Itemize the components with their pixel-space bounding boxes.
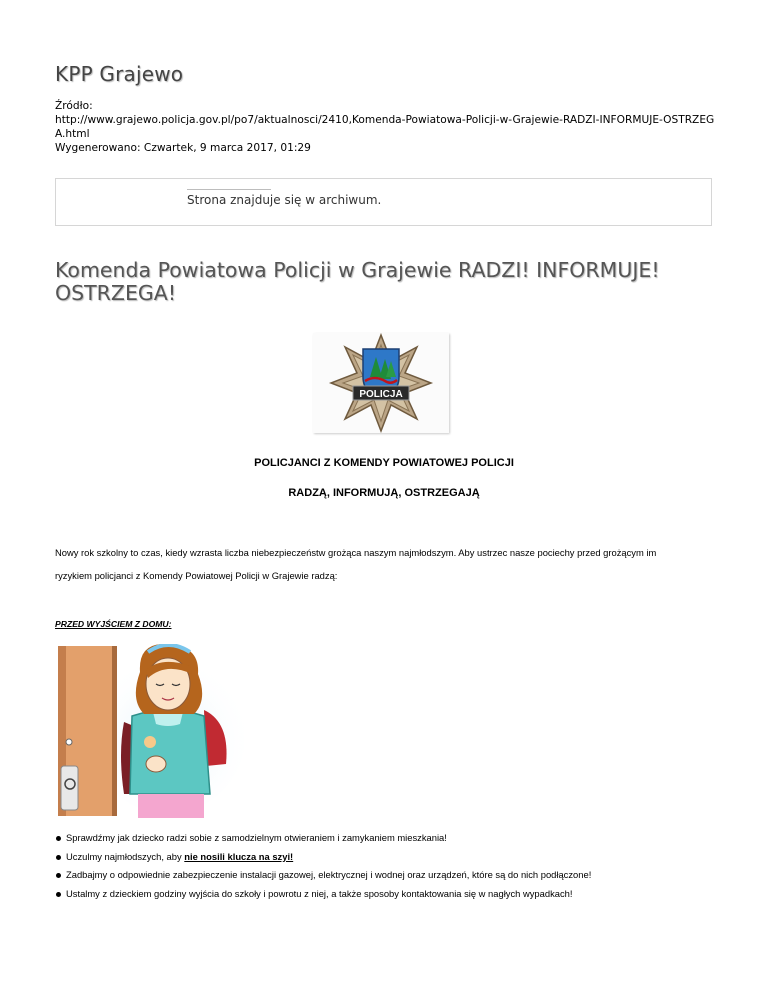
lead-heading-1: POLICJANCI Z KOMENDY POWIATOWEJ POLICJI — [254, 457, 514, 469]
source-url[interactable]: http://www.grajewo.policja.gov.pl/po7/aktualnosci/2410,Komenda-Powiatowa-Policji-w-Grajewie-RADZI-INFORMUJE-OSTRZEG — [55, 114, 715, 126]
advice-list — [55, 829, 745, 903]
headline-line-1: Komenda Powiatowa Policji w Grajewie RADZI! INFORMUJE! — [55, 258, 660, 282]
archive-notice-box — [55, 178, 712, 226]
archive-notice: Strona znajduje się w archiwum. — [187, 193, 382, 207]
source-meta — [55, 99, 715, 155]
police-star-icon — [313, 333, 449, 433]
logo-text: POLICJA — [359, 389, 403, 400]
section-heading: PRZED WYJŚCIEM Z DOMU: — [55, 619, 172, 629]
list-item — [55, 885, 745, 904]
site-title: KPP Grajewo — [55, 62, 184, 86]
list-item-text: Uczulmy najmłodszych, aby — [66, 850, 185, 862]
intro-line-2: ryzykiem policjanci z Komendy Powiatowej Policji w Grajewie radzą: — [55, 570, 338, 581]
intro-line-1: Nowy rok szkolny to czas, kiedy wzrasta liczba niebezpieczeństw grożąca naszym najmłodszym. Aby ustrzec nasze pociechy przed grożącym im — [55, 547, 657, 558]
source-url-continued[interactable]: A.html — [55, 128, 90, 140]
girl-with-backpack-icon — [58, 644, 244, 820]
list-item — [55, 866, 745, 885]
source-label: Źródło: — [55, 100, 93, 112]
article-headline — [55, 259, 725, 305]
list-item — [55, 848, 745, 867]
archive-divider — [187, 189, 271, 190]
girl-at-door-illustration — [58, 644, 244, 820]
emphasis-text: nie nosili klucza na szyi! — [184, 850, 294, 862]
intro-paragraph — [55, 541, 725, 587]
generated-date: Wygenerowano: Czwartek, 9 marca 2017, 01:29 — [55, 142, 311, 154]
headline-line-2: OSTRZEGA! — [55, 281, 177, 305]
list-item-text: Sprawdźmy jak dziecko radzi sobie z samodzielnym otwieraniem i zamykaniem mieszkania! — [66, 832, 447, 843]
list-item — [55, 829, 745, 848]
list-item-text: Ustalmy z dzieckiem godziny wyjścia do szkoły i powrotu z niej, a także sposoby kontaktowania się w nagłych wypadkach! — [66, 887, 573, 899]
lead-heading-2: RADZĄ, INFORMUJĄ, OSTRZEGAJĄ — [288, 487, 480, 499]
police-badge-logo — [313, 333, 449, 433]
list-item-text: Zadbajmy o odpowiednie zabezpieczenie instalacji gazowej, elektrycznej i wodnej oraz urządzeń, które są do nich podłączone! — [66, 869, 592, 880]
